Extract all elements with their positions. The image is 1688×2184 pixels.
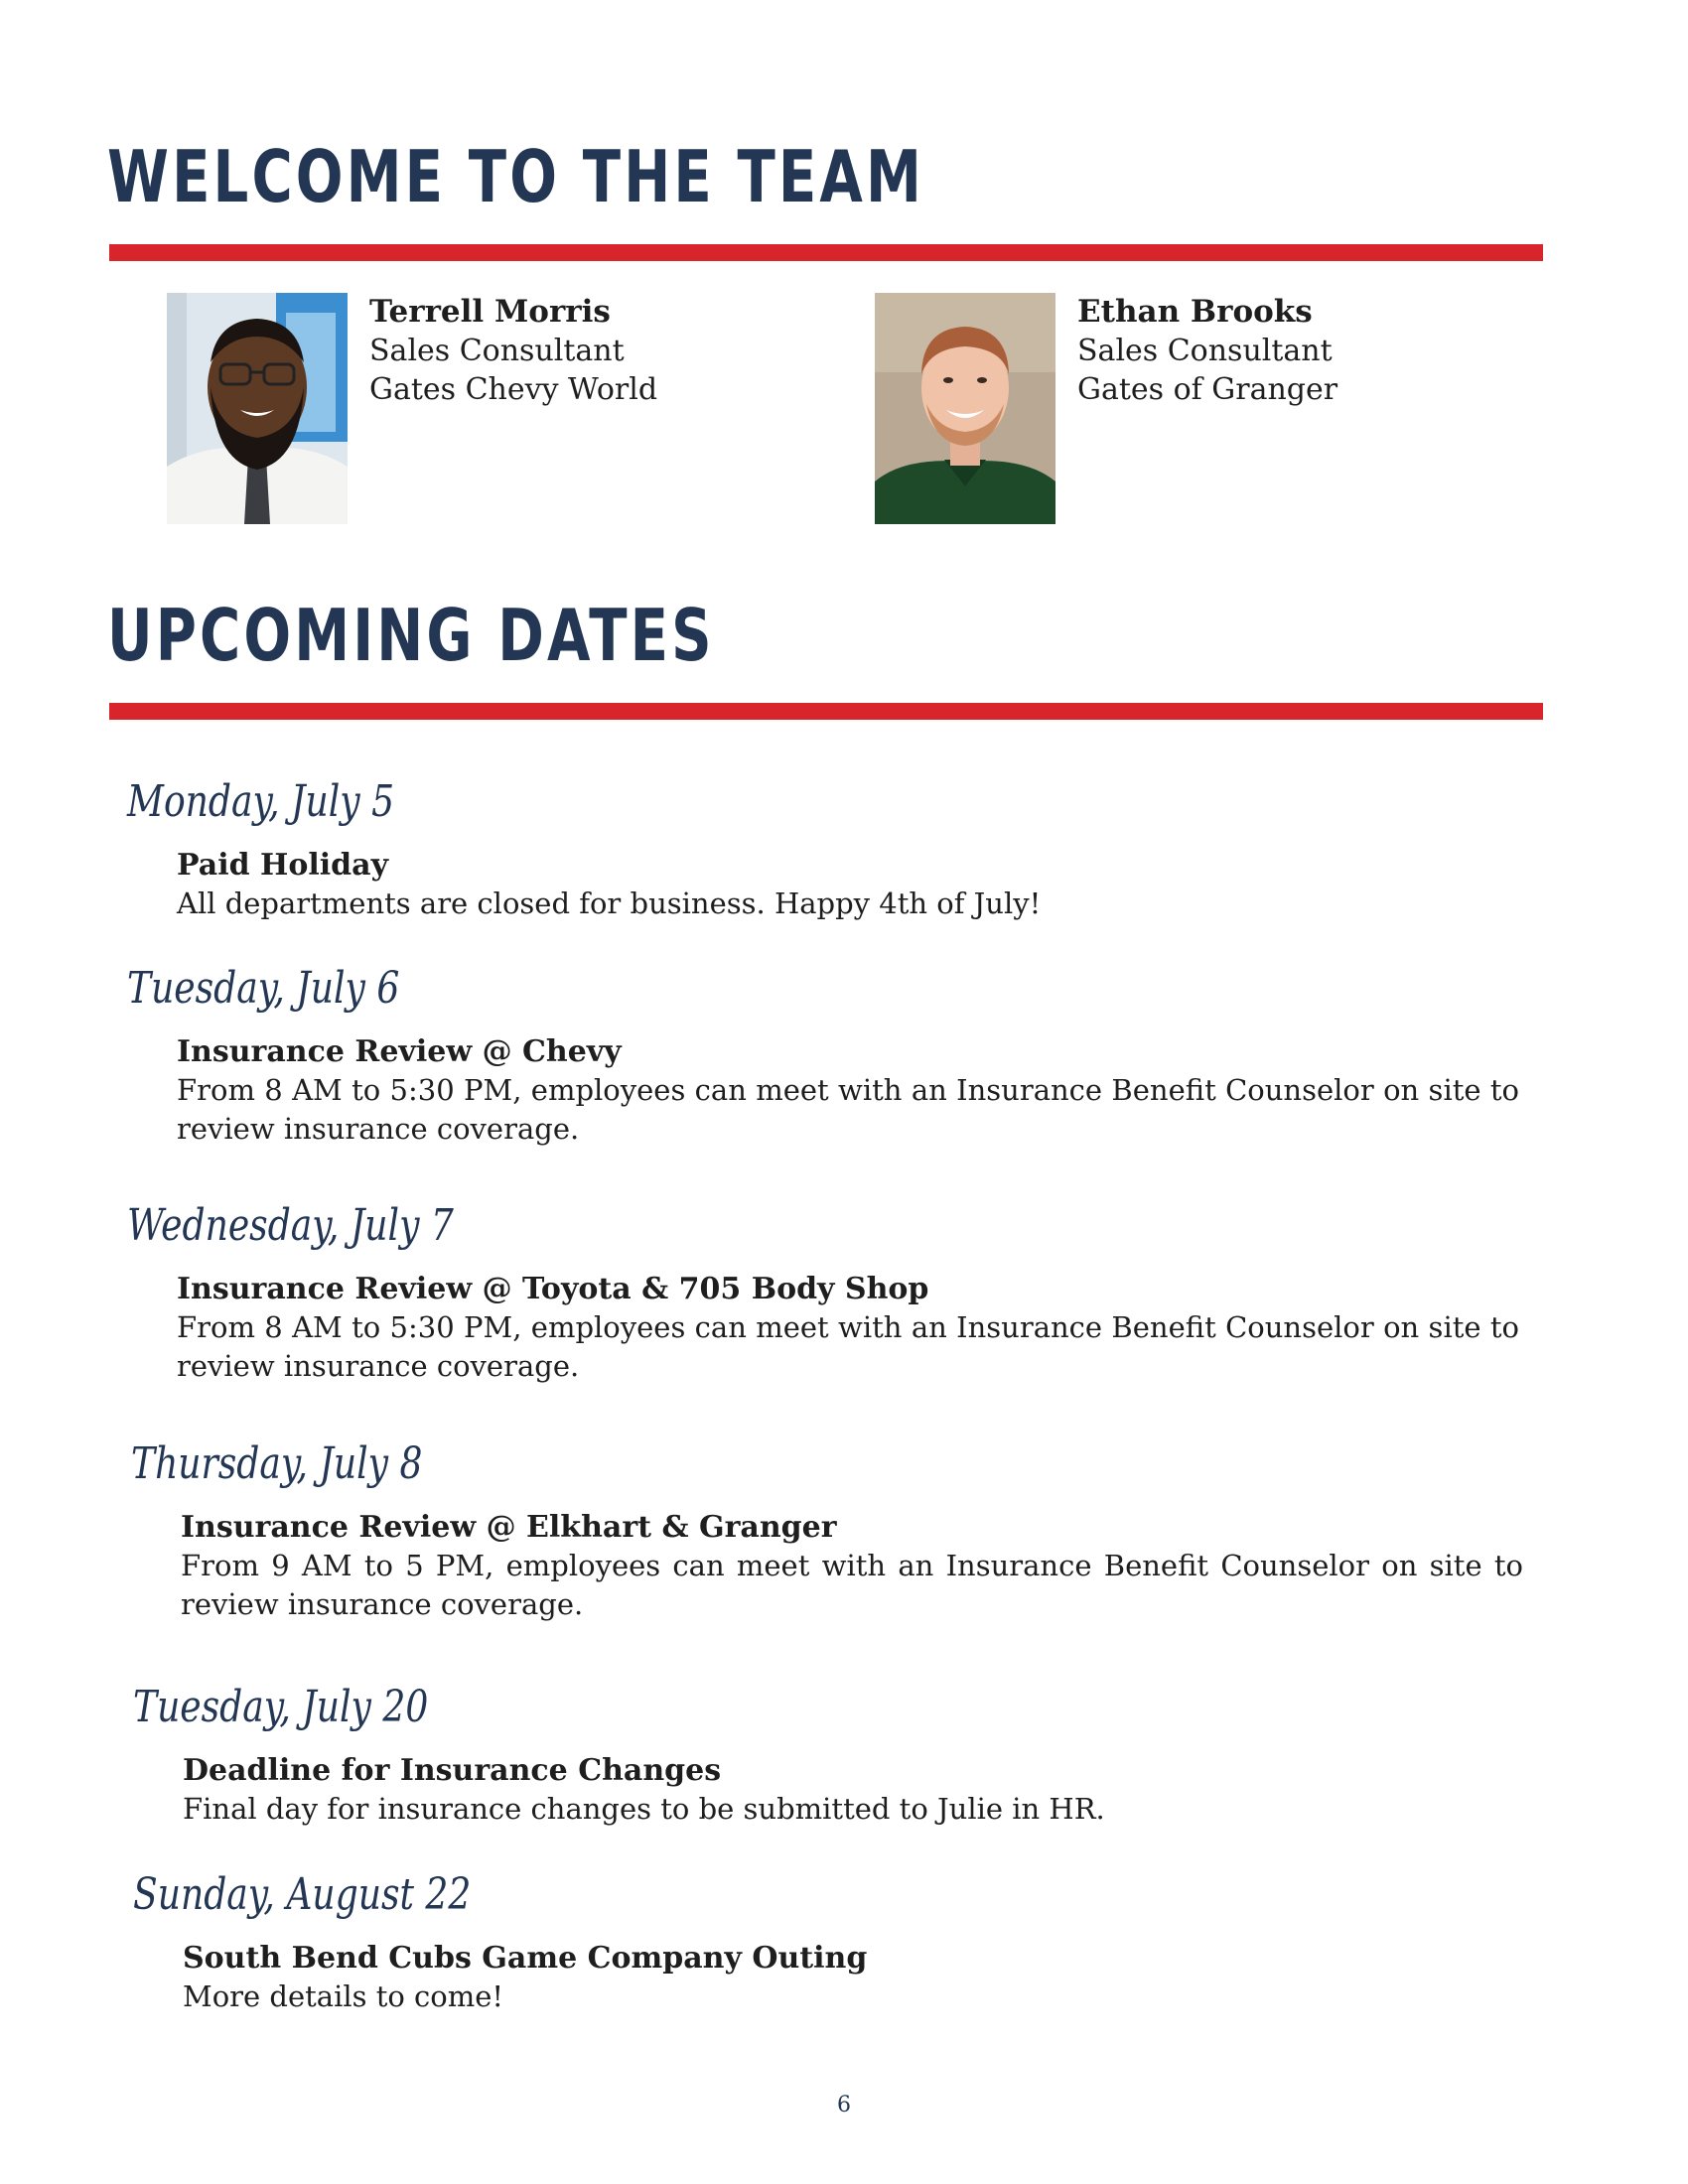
member-name: Ethan Brooks [1077, 294, 1313, 330]
event-date: Sunday, August 22 [133, 1869, 472, 1920]
event-body [181, 1508, 1523, 1624]
event-body [177, 1032, 1519, 1149]
event-description: More details to come! [183, 1979, 504, 2013]
event-title: South Bend Cubs Game Company Outing [183, 1941, 868, 1976]
event-body [183, 1751, 1525, 1829]
team-section-title: WELCOME TO THE TEAM [107, 135, 924, 218]
event-item [133, 1682, 1523, 1829]
event-body [177, 846, 1519, 923]
member-role: Sales Consultant [1077, 334, 1333, 368]
member-photo [167, 293, 348, 524]
dates-section-title: UPCOMING DATES [107, 594, 715, 677]
team-section-divider [109, 244, 1543, 261]
member-role: Sales Consultant [369, 334, 625, 368]
event-item [127, 776, 1517, 923]
member-name: Terrell Morris [369, 294, 611, 330]
event-item [131, 1438, 1523, 1624]
dates-section-divider [109, 703, 1543, 720]
event-date: Tuesday, July 6 [127, 963, 400, 1014]
event-body [177, 1270, 1519, 1386]
event-item [127, 1200, 1519, 1386]
event-description: From 9 AM to 5 PM, employees can meet with an Insurance Benefit Counselor on site to review insurance coverage. [181, 1549, 1523, 1621]
page-number: 6 [837, 2093, 851, 2117]
member-location: Gates Chevy World [369, 372, 658, 407]
member-info [1077, 293, 1524, 409]
event-date: Tuesday, July 20 [133, 1682, 429, 1732]
event-title: Paid Holiday [177, 848, 389, 883]
event-title: Deadline for Insurance Changes [183, 1753, 722, 1788]
event-description: From 8 AM to 5:30 PM, employees can meet with an Insurance Benefit Counselor on site to review insurance coverage. [177, 1073, 1519, 1146]
event-date: Monday, July 5 [127, 776, 395, 827]
event-date: Wednesday, July 7 [127, 1200, 454, 1251]
member-info [369, 293, 816, 409]
event-title: Insurance Review @ Toyota & 705 Body Shop [177, 1272, 929, 1306]
event-description: Final day for insurance changes to be submitted to Julie in HR. [183, 1792, 1105, 1826]
event-date: Thursday, July 8 [131, 1438, 423, 1489]
event-body [183, 1939, 1525, 2016]
member-location: Gates of Granger [1077, 372, 1338, 407]
event-item [133, 1869, 1523, 2016]
member-photo [875, 293, 1055, 524]
event-description: All departments are closed for business. Happy 4th of July! [177, 887, 1042, 920]
event-title: Insurance Review @ Elkhart & Granger [181, 1510, 837, 1545]
event-description: From 8 AM to 5:30 PM, employees can meet with an Insurance Benefit Counselor on site to review insurance coverage. [177, 1310, 1519, 1383]
event-title: Insurance Review @ Chevy [177, 1034, 622, 1069]
event-item [127, 963, 1519, 1149]
